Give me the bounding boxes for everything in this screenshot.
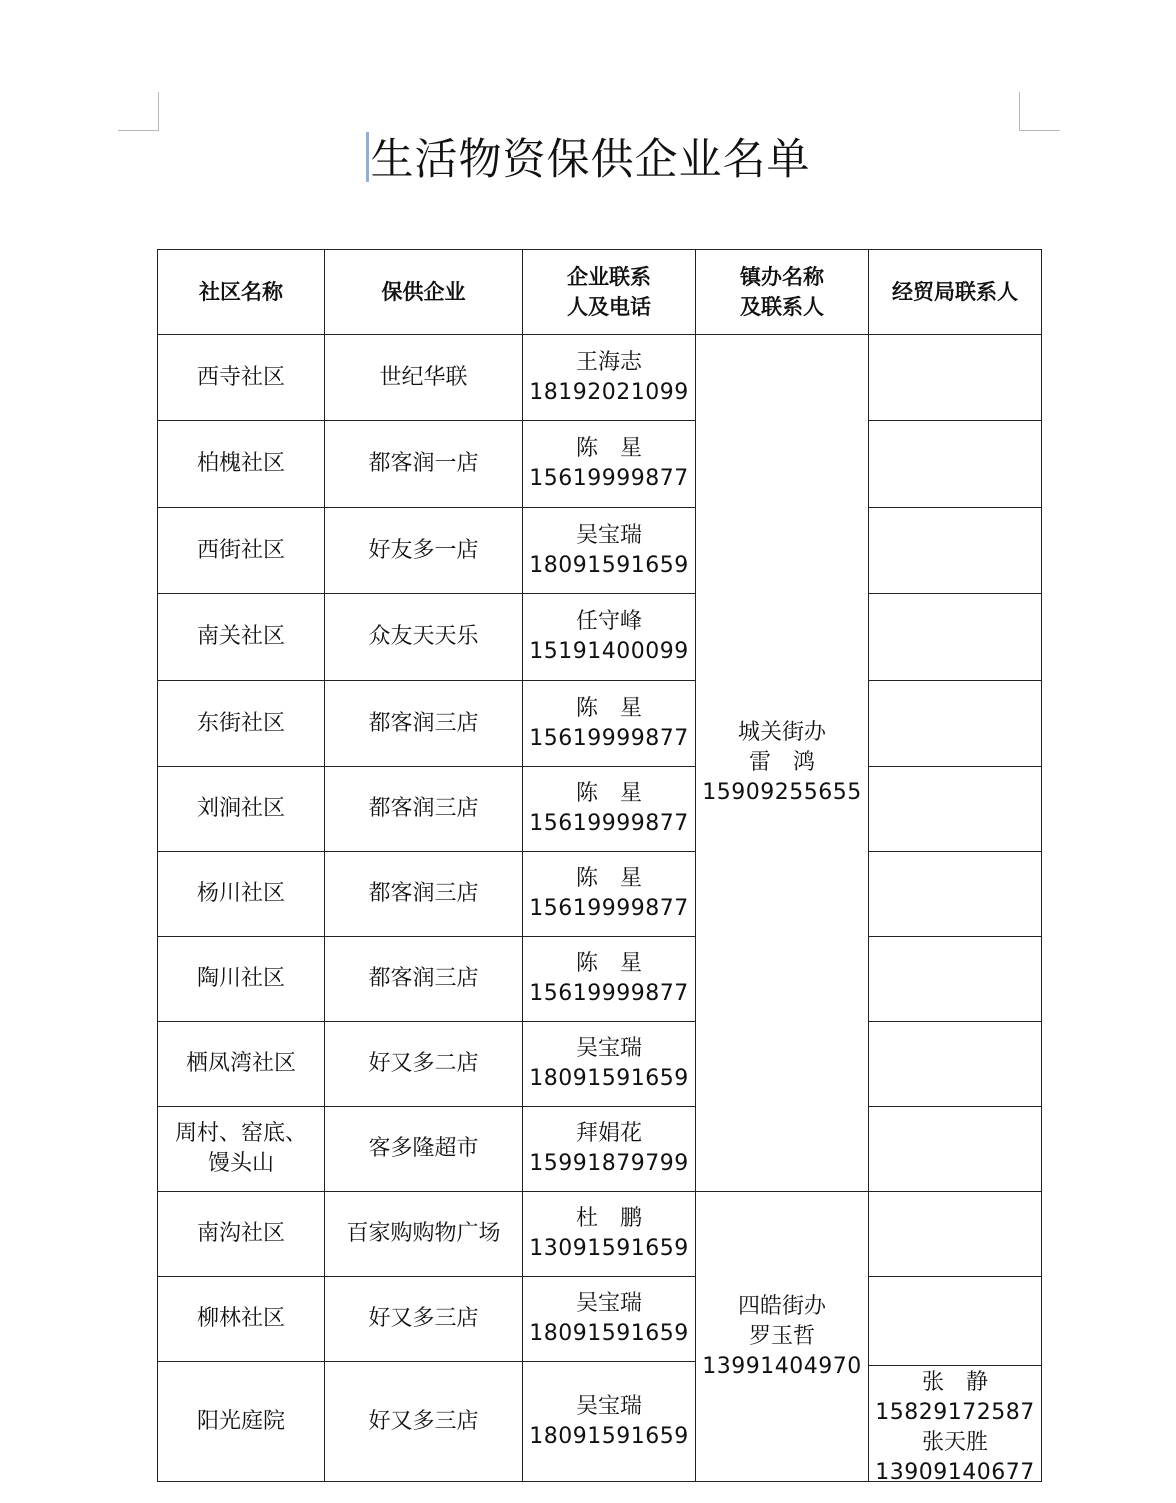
document-title[interactable] (0, 130, 1176, 190)
office-cell (696, 335, 869, 1192)
bureau-contact-phone: 15829172587 (875, 1400, 1035, 1425)
contact-name: 陈 星 (575, 695, 642, 721)
contact-cell (523, 508, 696, 594)
table-row (158, 1192, 1042, 1277)
community-name: 柏槐社区 (196, 451, 285, 476)
contact-phone: 15619999877 (529, 896, 689, 921)
bureau-cell-empty (869, 1022, 1042, 1107)
bureau-cell-empty (869, 421, 1042, 508)
supplier-name: 都客润一店 (368, 451, 479, 476)
bureau-cell-empty (869, 1107, 1042, 1192)
contact-phone: 15619999877 (529, 466, 689, 491)
contact-phone: 18091591659 (529, 1423, 689, 1449)
community-cell (158, 1022, 325, 1107)
office-name: 城关街办 (737, 720, 826, 745)
contact-cell (523, 852, 696, 937)
bureau-contact-name: 张 静 (921, 1370, 988, 1395)
community-cell (158, 1107, 325, 1192)
community-name: 柳林社区 (196, 1306, 285, 1331)
supplier-cell (325, 1277, 523, 1362)
supplier-name: 好又多三店 (368, 1306, 479, 1331)
contact-name: 拜娟花 (575, 1121, 642, 1146)
supplier-name: 百家购购物广场 (346, 1221, 501, 1246)
supplier-cell (325, 767, 523, 852)
bureau-cell (869, 1277, 1042, 1485)
community-name: 东街社区 (196, 710, 285, 736)
contact-cell (523, 335, 696, 421)
contact-phone: 15619999877 (529, 981, 689, 1006)
table-body (158, 335, 1042, 1485)
community-name: 周村、窑底、 (174, 1121, 307, 1146)
table-header-row (158, 250, 1042, 335)
contact-phone: 18091591659 (529, 1066, 689, 1091)
contact-cell (523, 937, 696, 1022)
community-cell (158, 767, 325, 852)
contact-name: 任守峰 (575, 609, 642, 634)
header-community: 社区名称 (158, 250, 325, 335)
community-name: 阳光庭院 (196, 1408, 285, 1434)
community-cell (158, 852, 325, 937)
contact-cell (523, 1022, 696, 1107)
supplier-cell (325, 594, 523, 681)
supplier-name: 都客润三店 (368, 966, 479, 991)
supplier-name: 世纪华联 (379, 364, 468, 390)
bureau-cell-blank-area (873, 1282, 1037, 1365)
office-person: 罗玉哲 (748, 1323, 815, 1349)
office-name: 四皓街办 (737, 1293, 826, 1319)
community-name: 馒头山 (207, 1151, 274, 1176)
page-corner-mark-top-left (118, 92, 159, 131)
supplier-name: 好又多三店 (368, 1408, 479, 1434)
supplier-cell (325, 681, 523, 767)
bureau-cell-empty (869, 681, 1042, 767)
table-row (158, 1277, 1042, 1362)
contact-name: 陈 星 (575, 436, 642, 461)
contact-phone: 18091591659 (529, 1321, 689, 1346)
table-row (158, 937, 1042, 1022)
contact-cell (523, 1107, 696, 1192)
community-cell (158, 1277, 325, 1362)
contact-name: 陈 星 (575, 781, 642, 806)
contact-phone: 15619999877 (529, 811, 689, 836)
supplier-name: 好友多一店 (368, 537, 479, 563)
header-contact: 企业联系 人及电话 (523, 250, 696, 335)
contact-cell (523, 767, 696, 852)
document-title-text: 生活物资保供企业名单 (370, 135, 811, 185)
table-row (158, 1107, 1042, 1192)
contact-phone: 13091591659 (529, 1236, 689, 1261)
community-name: 杨川社区 (196, 881, 285, 906)
contact-cell (523, 681, 696, 767)
bureau-cell-empty (869, 767, 1042, 852)
contact-cell (523, 1277, 696, 1362)
table-row (158, 335, 1042, 421)
supplier-name: 都客润三店 (368, 796, 479, 821)
contact-phone: 15619999877 (529, 725, 689, 751)
supplier-name: 都客润三店 (368, 710, 479, 736)
text-cursor (366, 132, 369, 182)
table-row (158, 508, 1042, 594)
community-name: 南关社区 (196, 624, 285, 649)
bureau-cell-empty (869, 852, 1042, 937)
contact-name: 吴宝瑞 (575, 1393, 642, 1419)
supplier-cell (325, 1022, 523, 1107)
community-name: 刘涧社区 (196, 796, 285, 821)
supplier-cell (325, 1362, 523, 1482)
office-person: 雷 鸿 (748, 750, 815, 775)
contact-phone: 18192021099 (529, 379, 689, 405)
contact-name: 杜 鹏 (575, 1206, 642, 1231)
supplier-cell (325, 508, 523, 594)
contact-cell (523, 594, 696, 681)
bureau-cell-empty (869, 335, 1042, 421)
bureau-contact-name: 张天胜 (921, 1430, 988, 1455)
supplier-name: 众友天天乐 (368, 624, 479, 649)
contact-cell (523, 421, 696, 508)
table-row (158, 681, 1042, 767)
contact-cell (523, 1192, 696, 1277)
supplier-cell (325, 335, 523, 421)
contact-phone: 15191400099 (529, 639, 689, 664)
table-row (158, 421, 1042, 508)
community-name: 西街社区 (196, 537, 285, 563)
contact-cell (523, 1362, 696, 1482)
community-cell (158, 335, 325, 421)
contact-name: 吴宝瑞 (575, 522, 642, 548)
header-supplier: 保供企业 (325, 250, 523, 335)
supplier-name: 客多隆超市 (368, 1136, 479, 1161)
community-cell (158, 1362, 325, 1482)
community-cell (158, 937, 325, 1022)
table-row (158, 852, 1042, 937)
bureau-cell-empty (869, 937, 1042, 1022)
contact-phone: 15991879799 (529, 1151, 689, 1176)
page-corner-mark-top-right (1019, 92, 1060, 131)
header-office: 镇办名称 及联系人 (696, 250, 869, 335)
bureau-cell-empty (869, 1192, 1042, 1277)
contact-name: 王海志 (575, 349, 642, 375)
supplier-table (157, 249, 1042, 1485)
bureau-contact-phone: 13909140677 (875, 1460, 1035, 1485)
contact-name: 吴宝瑞 (575, 1291, 642, 1316)
header-bureau: 经贸局联系人 (869, 250, 1042, 335)
community-name: 陶川社区 (196, 966, 285, 991)
community-cell (158, 421, 325, 508)
supplier-cell (325, 1192, 523, 1277)
community-cell (158, 1192, 325, 1277)
supplier-cell (325, 852, 523, 937)
table-row (158, 1022, 1042, 1107)
supplier-cell (325, 937, 523, 1022)
office-phone: 15909255655 (702, 780, 862, 805)
contact-name: 陈 星 (575, 951, 642, 976)
contact-phone: 18091591659 (529, 552, 689, 578)
supplier-name: 都客润三店 (368, 881, 479, 906)
office-phone: 13991404970 (702, 1353, 862, 1379)
bureau-contact-list (869, 1365, 1041, 1485)
community-cell (158, 594, 325, 681)
supplier-cell (325, 421, 523, 508)
community-name: 西寺社区 (196, 364, 285, 390)
community-name: 南沟社区 (196, 1221, 285, 1246)
community-name: 栖凤湾社区 (185, 1051, 296, 1076)
office-cell (696, 1192, 869, 1482)
bureau-cell-empty (869, 594, 1042, 681)
supplier-cell (325, 1107, 523, 1192)
contact-name: 陈 星 (575, 866, 642, 891)
table-row (158, 767, 1042, 852)
table-row (158, 594, 1042, 681)
bureau-cell-empty (869, 508, 1042, 594)
community-cell (158, 508, 325, 594)
supplier-name: 好又多二店 (368, 1051, 479, 1076)
community-cell (158, 681, 325, 767)
contact-name: 吴宝瑞 (575, 1036, 642, 1061)
